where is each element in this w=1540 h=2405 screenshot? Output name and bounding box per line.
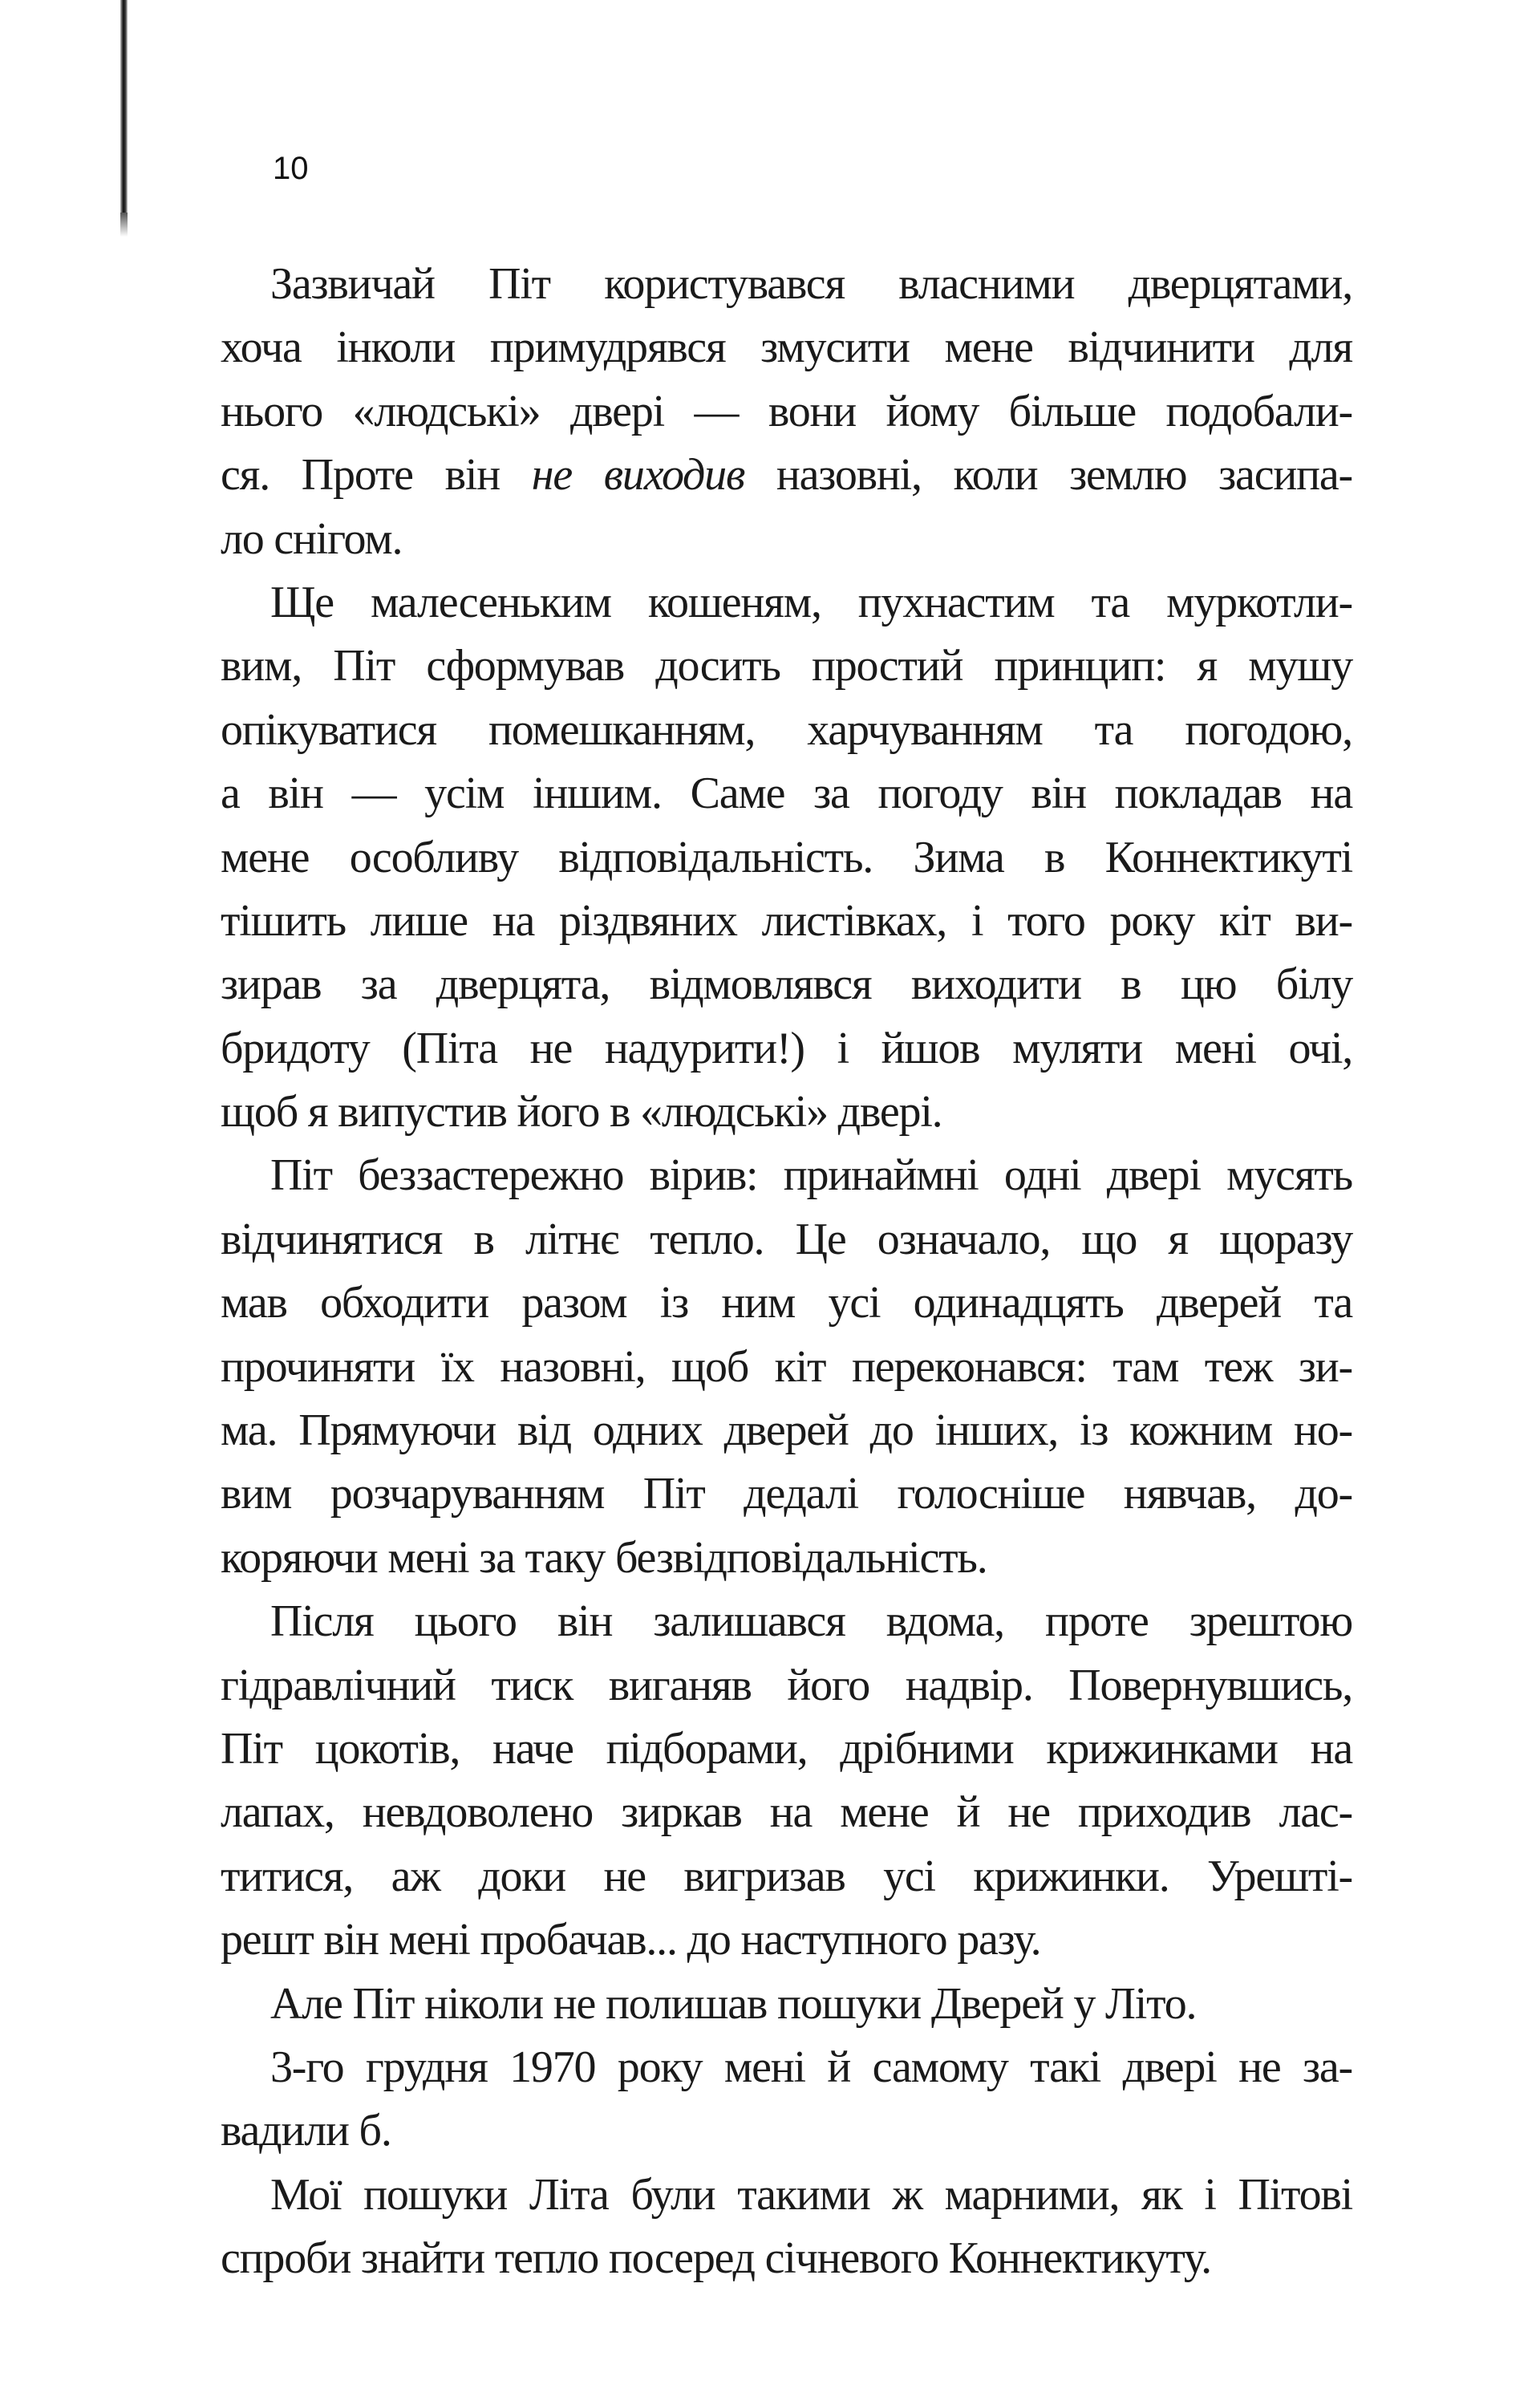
- paragraph: [221, 1590, 1352, 1972]
- text-line: ло снігом.: [221, 513, 403, 564]
- body-text: [221, 253, 1352, 2291]
- paragraph: [221, 571, 1352, 1145]
- text-line: зирав за дверцята, відмовлявся виходити в цю білу: [221, 959, 1352, 1010]
- text-line: спроби знайти тепло посеред січневого Коннектикуту.: [221, 2233, 1211, 2284]
- text-line: нього «людські» двері — вони йому більше подобали-: [221, 386, 1352, 436]
- text-line: решт він мені пробачав... до наступного разу.: [221, 1915, 1041, 1965]
- paragraph: [221, 1973, 1352, 2036]
- text-line: ма. Прямуючи від одних дверей до інших, із кожним но-: [221, 1405, 1352, 1456]
- text-line: бридоту (Піта не надурити!) і йшов муляти мені очі,: [221, 1023, 1352, 1073]
- text-line: опікуватися помешканням, харчуванням та погодою,: [221, 704, 1352, 755]
- text-line: Але Піт ніколи не полишав пошуки Дверей у Літо.: [270, 1978, 1197, 2029]
- text-line: лапах, невдоволено зиркав на мене й не приходив лас-: [221, 1787, 1352, 1838]
- text-line: титися, аж доки не вигризав усі крижинки. Урешті-: [221, 1851, 1352, 1901]
- text-line: Мої пошуки Літа були такими ж марними, як і Пітові: [270, 2169, 1352, 2220]
- text-line: коряючи мені за таку безвідповідальність.: [221, 1532, 987, 1583]
- paragraph: [221, 1144, 1352, 1590]
- text-line: відчинятися в літнє тепло. Це означало, що я щоразу: [221, 1214, 1352, 1264]
- text-segment: ся. Проте він: [221, 450, 532, 501]
- emphasis-text: не виходив: [531, 450, 745, 501]
- text-line: Після цього він залишався вдома, проте зрештою: [270, 1596, 1352, 1647]
- text-line: вим розчаруванням Піт дедалі голосніше нявчав, до-: [221, 1469, 1352, 1519]
- text-line: Піт беззастережно вірив: принаймні одні двері мусять: [270, 1150, 1352, 1201]
- page-number: 10: [273, 151, 309, 186]
- text-line: вадили б.: [221, 2106, 391, 2156]
- text-line: [221, 444, 1352, 507]
- text-line: мав обходити разом із ним усі одинадцять дверей та: [221, 1278, 1352, 1328]
- text-line: а він — усім іншим. Саме за погоду він покладав на: [221, 769, 1352, 819]
- paragraph: [221, 253, 1352, 571]
- text-line: мене особливу відповідальність. Зима в Коннектикуті: [221, 832, 1352, 882]
- text-line: Зазвичай Піт користувався власними дверцятами,: [270, 259, 1352, 309]
- text-line: хоча інколи примудрявся змусити мене відчинити для: [221, 322, 1352, 373]
- paragraph: [221, 2164, 1352, 2291]
- text-line: 3-го грудня 1970 року мені й самому такі двері не за-: [270, 2042, 1352, 2092]
- text-line: тішить лише на різдвяних листівках, і того року кіт ви-: [221, 895, 1352, 946]
- paragraph: [221, 2036, 1352, 2164]
- text-line: гідравлічний тиск виганяв його надвір. Повернувшись,: [221, 1660, 1352, 1710]
- text-line: Ще малесеньким кошеням, пухнастим та муркотли-: [270, 577, 1352, 627]
- text-line: щоб я випустив його в «людські» двері.: [221, 1087, 942, 1138]
- text-segment: назовні, коли землю засипа-: [744, 450, 1352, 501]
- text-line: Піт цокотів, наче підборами, дрібними крижинками на: [221, 1723, 1352, 1774]
- text-line: вим, Піт сформував досить простий принцип: я мушу: [221, 641, 1352, 691]
- page-edge-shadow: [120, 0, 128, 213]
- text-line: прочиняти їх назовні, щоб кіт переконався: там теж зи-: [221, 1341, 1352, 1392]
